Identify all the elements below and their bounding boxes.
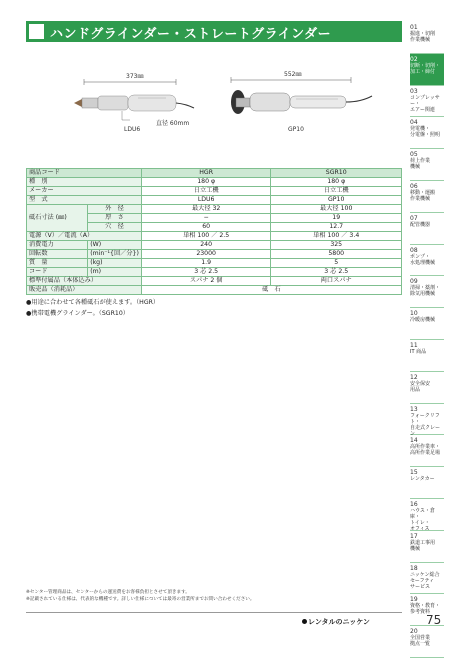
brand-name: レンタルのニッケン [308,618,370,626]
table-row [27,205,402,214]
sidebar-item-label: IT 商品 [410,348,427,355]
table-cell: 19 [271,214,402,223]
sidebar-item[interactable] [410,54,444,86]
sidebar-item-number: 09 [410,278,418,286]
sidebar-item-label: 安全保安 用品 [410,380,431,393]
table-row [27,268,402,277]
table-cell: 日立工機 [141,187,271,196]
table-cell: − [141,214,271,223]
sidebar-item-number: 15 [410,469,418,477]
row-label: 販売品（消耗品） [27,286,142,295]
category-sidebar [410,22,444,658]
sidebar-item[interactable] [410,245,444,277]
sidebar-item-number: 07 [410,214,418,222]
row-sublabel: 厚 さ [88,214,142,223]
row-unit: (min⁻¹{回／分}) [88,250,142,259]
sidebar-item-label: 冷暖房機械 [410,317,436,324]
table-cell: 1.9 [141,259,271,268]
sidebar-item-label: 配管機器 [410,221,431,228]
sidebar-item-label: 移動・運搬 作業機械 [410,189,436,202]
table-cell: 325 [271,241,402,250]
table-row [27,259,402,268]
sidebar-item-number: 02 [410,55,418,63]
sidebar-item[interactable] [410,149,444,181]
sidebar-item-number: 19 [410,596,418,604]
table-cell: 最大径 32 [141,205,271,214]
sidebar-item-number: 16 [410,500,418,508]
ldu6-grinder-drawing [74,79,194,120]
sidebar-item[interactable] [410,117,444,149]
footer-note: ※記載されている仕様は、代表的な機種です。詳しい仕様については最寄の営業所までお問い合わせください。 [26,597,255,602]
table-cell: 日立工機 [271,187,402,196]
table-row [27,187,402,196]
sidebar-item-number: 10 [410,310,418,318]
sidebar-item[interactable] [410,22,444,54]
table-row [27,250,402,259]
sidebar-item-number: 17 [410,532,418,540]
sidebar-item[interactable] [410,213,444,245]
sidebar-item[interactable] [410,467,444,499]
sidebar-item[interactable] [410,86,444,118]
sidebar-item-number: 01 [410,24,418,31]
sidebar-item[interactable] [410,499,444,531]
usage-note: ●用途に合わせて各種砥石が使えます。（HGR） [26,299,160,306]
gp10-dimension: 552㎜ [284,71,302,78]
sidebar-item[interactable] [410,181,444,213]
sidebar-item-number: 06 [410,182,418,190]
table-row [27,241,402,250]
sidebar-item-label: ポンプ・ 水処理機械 [410,253,436,266]
brand-logo-icon [302,619,307,624]
sidebar-item-label: 高所作業車・ 高所作業足場 [410,444,441,457]
table-header-row [27,169,402,178]
row-unit: (m) [88,268,142,277]
table-cell: 両口スパナ [271,277,402,286]
page-number: 75 [426,613,442,627]
table-cell: 最大径 100 [271,205,402,214]
table-cell: 3 芯 2.5 [141,268,271,277]
sidebar-item[interactable] [410,372,444,404]
sidebar-item[interactable] [410,531,444,563]
table-cell: 60 [141,223,271,232]
sidebar-item[interactable] [410,626,444,658]
sidebar-item-number: 08 [410,246,418,254]
sidebar-item-label: ハウス・倉庫・ トイレ・ オフィス [410,507,435,532]
sidebar-item-number: 13 [410,405,418,413]
header-square-marker [29,24,44,39]
sidebar-item-number: 04 [410,119,418,127]
sidebar-item-label: フォークリフト・ 自走式クレーン [410,412,441,437]
usage-note: ●携帯電機グラインダー。（SGR10） [26,310,129,317]
product-drawing [26,60,402,160]
sidebar-item[interactable] [410,276,444,308]
sidebar-item-label: コンプレッサー・ エアー関連 [410,94,440,113]
section-header [26,21,402,42]
header-cell: SGR10 [271,169,402,178]
sidebar-item-number: 05 [410,151,418,159]
product-figure [26,60,402,160]
sidebar-item-number: 11 [410,341,418,349]
sidebar-item-number: 18 [410,564,418,572]
sidebar-item-number: 03 [410,87,418,95]
table-row [27,232,402,241]
table-cell: 5 [271,259,402,268]
gp10-label: GP10 [288,126,304,133]
table-cell: 3 芯 2.5 [271,268,402,277]
spec-table [26,168,402,295]
table-cell: 砥 石 [141,286,401,295]
row-unit: (W) [88,241,142,250]
row-label: 質 量 [27,259,88,268]
table-cell: GP10 [271,196,402,205]
stone-size-unit: (㎜) [55,214,67,221]
sidebar-item-label: 発電機・ 分電盤・照明 [410,126,441,139]
table-cell: 5800 [271,250,402,259]
table-row [27,178,402,187]
row-label: 標準付属品（本体込み） [27,277,142,286]
table-cell: スパナ 2 個 [141,277,271,286]
row-label: 回転数 [27,250,88,259]
sidebar-item-label: レンタカー [410,476,435,483]
row-label: 型 式 [27,196,142,205]
table-cell: LDU6 [141,196,271,205]
footer-note: ※センター管理商品は、センターからの運送費をお客様負担とさせて頂きます。 [26,590,190,595]
header-cell: HGR [141,169,271,178]
stone-size-label: 砥石寸法 [29,214,54,221]
table-cell: 単相 100 ／ 3.4 [271,232,402,241]
table-row [27,286,402,295]
row-sublabel: 外 径 [88,205,142,214]
ldu6-dimension: 373㎜ [126,73,144,80]
row-label: 消費電力 [27,241,88,250]
table-cell: 240 [141,241,271,250]
sidebar-item-label: 資格・教育・ 参考資料 [410,603,441,616]
sidebar-item[interactable] [410,340,444,372]
sidebar-item-label: 掘進・切削 作業機械 [410,31,436,43]
sidebar-item-label: 全国営業 拠点一覧 [410,635,431,648]
sidebar-item-label: 鉄道工事用 機械 [410,539,436,552]
header-cell: 商品コード [27,169,142,178]
sidebar-item-number: 12 [410,373,418,381]
ldu6-label: LDU6 [124,126,141,133]
row-label [27,205,88,232]
row-label: 種 別 [27,178,142,187]
page-title: ハンドグラインダー・ストレートグラインダー [50,27,332,42]
sidebar-item[interactable] [410,404,444,436]
table-cell: 180 φ [141,178,271,187]
gp10-grinder-drawing [231,77,372,114]
sidebar-item[interactable] [410,308,444,340]
sidebar-item-number: 14 [410,437,418,445]
sidebar-item-label: 清掃・薬剤・ 除気用機械 [410,285,441,298]
sidebar-item-label: ニッケン総合 セーフティ サービス [410,571,440,590]
footer-divider [26,612,402,613]
row-label: メーカー [27,187,142,196]
table-cell: 23000 [141,250,271,259]
row-label: コード [27,268,88,277]
row-sublabel: 穴 径 [88,223,142,232]
sidebar-item-label: 荷上作業 機械 [410,158,431,171]
table-row [27,196,402,205]
diameter-note: 直径 60mm [156,120,190,127]
sidebar-item-number: 20 [410,628,418,636]
row-unit: (kg) [88,259,142,268]
sidebar-item[interactable] [410,563,444,595]
sidebar-item-label: 切断・切削・ 加工・締付 [410,62,441,75]
row-label: 電源（V）／電流（A） [27,232,142,241]
table-cell: 12.7 [271,223,402,232]
table-cell: 単相 100 ／ 2.5 [141,232,271,241]
table-cell: 180 φ [271,178,402,187]
sidebar-item[interactable] [410,435,444,467]
table-row [27,277,402,286]
